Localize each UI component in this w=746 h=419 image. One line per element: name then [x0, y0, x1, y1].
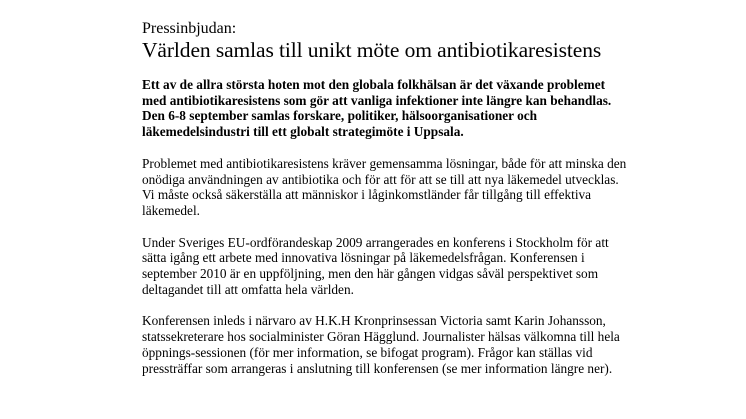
kicker-label: Pressinbjudan:	[142, 20, 237, 37]
paragraph-line: läkemedel.	[142, 202, 200, 218]
lead-line: Ett av de allra största hoten mot den globala folkhälsan är det växande problemet	[142, 77, 606, 92]
lead-line: läkemedelsindustri till ett globalt strategimöte i Uppsala.	[142, 124, 464, 140]
paragraph-line: deltagandet till att omfatta hela världen.	[142, 281, 354, 297]
paragraph-line: Vi måste också säkerställa att människor i låginkomstländer får tillgång till effektiva	[142, 187, 592, 203]
paragraph-line: Konferensen inleds i närvaro av H.K.H Kronprinsessan Victoria samt Karin Johansson,	[142, 313, 606, 329]
paragraph-line: Problemet med antibiotikaresistens kräver gemensamma lösningar, både för att minska den	[142, 155, 627, 171]
lead-line: Den 6-8 september samlas forskare, politiker, hälsoorganisationer och	[142, 108, 538, 124]
paragraph-line: öppnings-sessionen (för mer information, se bifogat program). Frågor kan ställas vid	[142, 344, 593, 360]
lead-line: med antibiotikaresistens som gör att vanliga infektioner inte längre kan behandlas.	[142, 92, 612, 108]
paragraph-line: statssekreterare hos socialminister Göran Hägglund. Journalister hälsas välkomna till hela	[142, 329, 620, 345]
paragraph-line: pressträffar som arrangeras i anslutning till konferensen (se mer information längre ner).	[142, 360, 613, 376]
body-paragraph-background	[142, 235, 722, 298]
lead-paragraph	[142, 77, 722, 140]
body-paragraph-problem	[142, 156, 722, 219]
body-paragraph-opening	[142, 313, 722, 376]
paragraph-line: Under Sveriges EU-ordförandeskap 2009 arrangerades en konferens i Stockholm för att	[142, 234, 609, 250]
paragraph-line: onödiga användningen av antibiotika och för att för att se till att nya läkemedel utvecklas.	[142, 171, 619, 187]
paragraph-line: september 2010 är en uppföljning, men den här gången vidgas såväl perspektivet som	[142, 266, 599, 282]
page-title: Världen samlas till unikt möte om antibiotikaresistens	[142, 38, 602, 62]
paragraph-line: sätta igång ett arbete med innovativa lösningar på läkemedelsfrågan. Konferensen i	[142, 250, 585, 266]
press-release	[142, 20, 722, 392]
